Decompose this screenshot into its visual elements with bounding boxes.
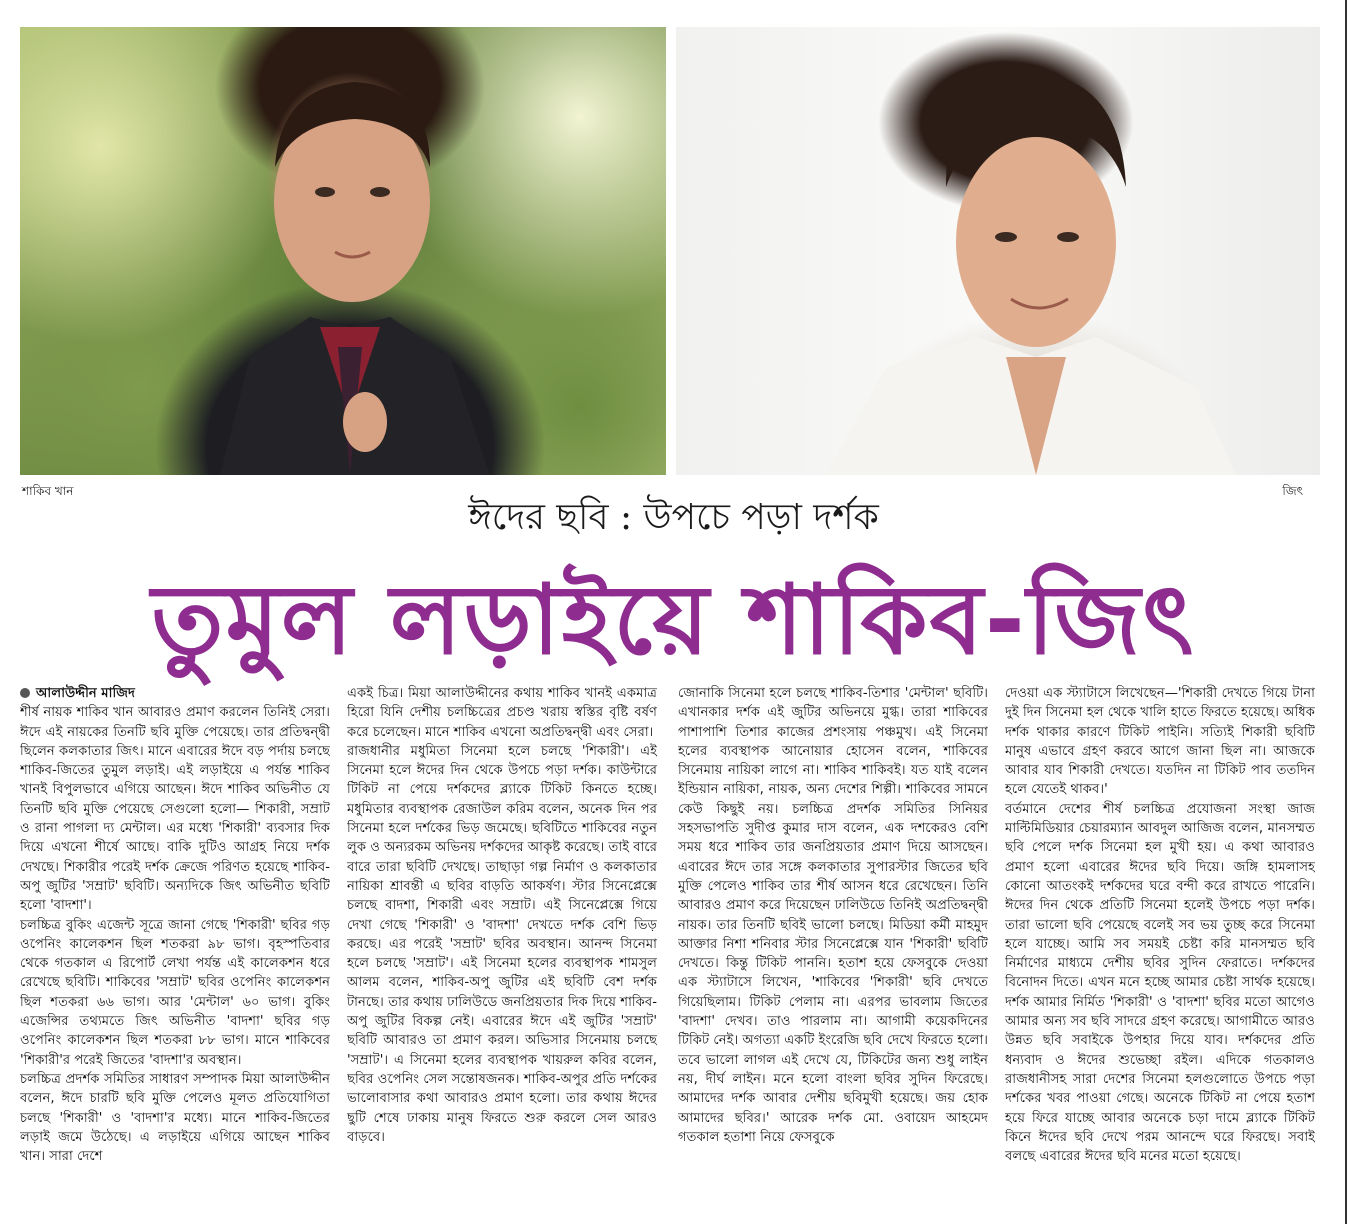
paragraph: একই চিত্র। মিয়া আলাউদ্দীনের কথায় শাকিব খানই একমাত্র হিরো যিনি দেশীয় চলচ্চিত্রের প্রচণ্ড খরায় স্বস্তির বৃষ্টি বর্ষণ করে চলেছেন। মানে শাকিব এখনো অপ্রতিদ্বন্দ্বী এবং সেরা। bbox=[347, 686, 657, 740]
paragraph: রাজধানীর মধুমিতা সিনেমা হলে চলছে 'শিকারী'। এই সিনেমা হলে ঈদের দিন থেকে উপচে পড়া দর্শক। কাউন্টারে টিকিট না পেয়ে দর্শকদের ব্ল্যাকে টিকিট কিনতে হচ্ছে। মধুমিতার ব্যবস্থাপক রেজাউল করিম বলেন, অনেক দিন পর সিনেমা হলে দর্শকের ভিড় জমেছে। ছবিটিতে শাকিবের নতুন লুক ও অন্যরকম অভিনয় দর্শকদের আকৃষ্ট করেছে। তাই বারে বারে তারা ছবিটি দেখছে। তাছাড়া গল্প নির্মাণ ও কলকাতার নায়িকা শ্রাবন্তী এ ছবির বাড়তি আকর্ষণ। স্টার সিনেপ্লেক্সে চলছে বাদশা, শিকারী এবং সম্রাট। এই সিনেপ্লেক্সে গিয়ে দেখা গেছে 'শিকারী' ও 'বাদশা' দেখতে দর্শক বেশি ভিড় করছে। এর পরেই 'সম্রাট' ছবির অবস্থান। আনন্দ সিনেমা হলে চলছে 'সম্রাট'। এই সিনেমা হলের ব্যবস্থাপক শামসুল আলম বলেন, শাকিব-অপু জুটির এই ছবিটি বেশ দর্শক টানছে। তার কথায় ঢালিউডে জনপ্রিয়তার দিক দিয়ে শাকিব-অপু জুটির বিকল্প নেই। এবারের ঈদে এই জুটির 'সম্রাট' ছবিটি আবারও তা প্রমাণ করল। অভিসার সিনেমায় চলছে 'সম্রাট'। এ সিনেমা হলের ব্যবস্থাপক খায়রুল কবির বলেন, ছবির ওপেনিং সেল সন্তোষজনক। শাকিব-অপুর প্রতি দর্শকের ভালোবাসার কথা আবারও প্রমাণ হলো। তার কথায় ঈদের ছুটি শেষে ঢাকায় মানুষ ফিরতে শুরু করলে সেল আরও বাড়বে। bbox=[347, 743, 657, 1145]
article-column-4 bbox=[1005, 684, 1315, 1214]
main-headline: তুমুল লড়াইয়ে শাকিব-জিৎ bbox=[151, 564, 1196, 676]
paragraph: চলচ্চিত্র প্রদর্শক সমিতির সাধারণ সম্পাদক মিয়া আলাউদ্দীন বলেন, ঈদে চারটি ছবি মুক্তি পেলেও মূলত প্রতিযোগিতা চলছে 'শিকারী' ও 'বাদশা'র মধ্যে। মানে শাকিব-জিতের লড়াই জমে উঠেছে। এ লড়াইয়ে এগিয়ে আছেন শাকিব খান। সারা দেশে bbox=[20, 1071, 330, 1165]
article-column-2 bbox=[347, 684, 657, 1214]
photo-shakib-khan bbox=[20, 27, 666, 475]
article-column-1 bbox=[20, 684, 330, 1214]
byline bbox=[20, 684, 330, 703]
portrait-illustration-right bbox=[676, 27, 1320, 475]
paragraph: জোনাকি সিনেমা হলে চলছে শাকিব-তিশার 'মেন্টাল' ছবিটি। এখানকার দর্শক এই জুটির অভিনয়ে মুগ্ধ। তারা শাকিবের পাশাপাশি তিশার কাজের প্রশংসায় পঞ্চমুখ। এই সিনেমা হলের ব্যবস্থাপক আনোয়ার হোসেন বলেন, শাকিবের সিনেমায় নায়িকা লাগে না। শাকিব শাকিবই। যত যাই বলেন ইন্ডিয়ান নায়িকা, নায়ক, অন্য দেশের শিল্পী। শাকিবের সামনে কেউ কিছুই নয়। চলচ্চিত্র প্রদর্শক সমিতির সিনিয়র সহসভাপতি সুদীপ্ত কুমার দাস বলেন, এক দশকেরও বেশি সময় ধরে শাকিব তার জনপ্রিয়তার প্রমাণ দিয়ে আসছেন। এবারের ঈদে তার সঙ্গে কলকাতার সুপারস্টার জিতের ছবি মুক্তি পেলেও শাকিব তার শীর্ষ আসন ধরে রেখেছেন। তিনি আবারও প্রমাণ করে দিয়েছেন ঢালিউডে তিনিই অপ্রতিদ্বন্দ্বী নায়ক। তার তিনটি ছবিই ভালো চলছে। মিডিয়া কর্মী মাহমুদ আক্তার নিশা শনিবার স্টার সিনেপ্লেক্সে যান 'শিকারী' ছবিটি দেখতে। কিন্তু টিকিট পাননি। হতাশ হয়ে ফেসবুকে দেওয়া এক স্ট্যাটাসে লিখেন, 'শাকিবের 'শিকারী' ছবি দেখতে গিয়েছিলাম। টিকিট পেলাম না। এরপর ভাবলাম জিতের 'বাদশা' দেখব। তাও পারলাম না। আগামী কয়েকদিনের টিকিট নেই। অগত্যা একটি ইংরেজি ছবি দেখে ফিরতে হলো। তবে ভালো লাগল এই দেখে যে, টিকিটের জন্য শুধু লাইন নয়, দীর্ঘ লাইন। মনে হলো বাংলা ছবির সুদিন ফিরেছে। আমাদের দর্শক আবার দেশীয় ছবিমুখী হয়েছে। জয় হোক আমাদের ছবির।' আরেক দর্শক মো. ওবায়েদ আহমেদ গতকাল হতাশা নিয়ে ফেসবুকে bbox=[678, 686, 988, 1145]
bullet-icon bbox=[20, 688, 30, 698]
portrait-illustration-left bbox=[20, 27, 666, 475]
paragraph: দেওয়া এক স্ট্যাটাসে লিখেছেন—'শিকারী দেখতে গিয়ে টানা দুই দিন সিনেমা হল থেকে খালি হাতে ফিরতে হয়েছে। অধিক দর্শক থাকার কারণে টিকিট পাইনি। সত্যিই শিকারী ছবিটি মানুষ এভাবে গ্রহণ করবে আগে জানা ছিল না। আজকে আবার যাব শিকারী দেখতে। যতদিন না টিকিট পাব ততদিন হলে যেতেই থাকব।' bbox=[1005, 686, 1315, 798]
byline-author: আলাউদ্দীন মাজিদ bbox=[36, 686, 135, 701]
article-column-3 bbox=[678, 684, 988, 1214]
paragraph: শীর্ষ নায়ক শাকিব খান আবারও প্রমাণ করলেন তিনিই সেরা। ঈদে এই নায়কের তিনটি ছবি মুক্তি পেয়েছে। তার প্রতিদ্বন্দ্বী ছিলেন কলকাতার জিৎ। মানে এবারের ঈদে বড় পর্দায় চলছে শাকিব-জিতের তুমুল লড়াই। এই লড়াইয়ে এ পর্যন্ত শাকিব খানই বিপুলভাবে এগিয়ে আছেন। ঈদে শাকিব অভিনীত যে তিনটি ছবি মুক্তি পেয়েছে সেগুলো হলো— শিকারী, সম্রাট ও রানা পাগলা দ্য মেন্টাল। এর মধ্যে 'শিকারী' ব্যবসার দিক দিয়ে এখনো শীর্ষে আছে। বাকি দুটিও আগ্রহ নিয়ে দর্শক দেখছে। শিকারীর পরেই দর্শক ক্রেজে পরিণত হয়েছে শাকিব-অপু জুটির 'সম্রাট' ছবিটি। অন্যদিকে জিৎ অভিনীত ছবিটি হলো 'বাদশা'। bbox=[20, 705, 330, 914]
photo-caption-right: জিৎ bbox=[1282, 484, 1303, 498]
article-body bbox=[20, 684, 1320, 1214]
paragraph: বর্তমানে দেশের শীর্ষ চলচ্চিত্র প্রযোজনা সংস্থা জাজ মাল্টিমিডিয়ার চেয়ারম্যান আবদুল আজিজ বলেন, মানসম্মত ছবি পেলে দর্শক সিনেমা হল মুখী হয়। এ কথা আবারও প্রমাণ হলো এবারের ঈদের ছবি দিয়ে। জঙ্গি হামলাসহ কোনো আতংকই দর্শকদের ঘরে বন্দী করে রাখতে পারেনি। ঈদের দিন থেকে প্রতিটি সিনেমা হলেই উপচে পড়া দর্শক। তারা ভালো ছবি পেয়েছে বলেই সব ভয় তুচ্ছ করে সিনেমা হলে যাচ্ছে। আমি সব সময়ই চেষ্টা করি মানসম্মত ছবি নির্মাণের মাধ্যমে দেশীয় ছবির সুদিন ফেরাতে। দর্শকদের বিনোদন দিতে। এখন মনে হচ্ছে আমার চেষ্টা সার্থক হয়েছে। দর্শক আমার নির্মিত 'শিকারী' ও 'বাদশা' ছবির মতো আগেও আমার অন্য সব ছবি সাদরে গ্রহণ করেছে। আগামীতে আরও উন্নত ছবি সবাইকে উপহার দিয়ে যাব। দর্শকদের প্রতি ধন্যবাদ ও ঈদের শুভেচ্ছা রইল। এদিকে গতকালও রাজধানীসহ সারা দেশের সিনেমা হলগুলোতে উপচে পড়া দর্শকের খবর পাওয়া গেছে। অনেকে টিকিট না পেয়ে হতাশ হয়ে ফিরে যাচ্ছে আবার অনেকে চড়া দামে ব্ল্যাকে টিকিট কিনে ঈদের ছবি দেখে পরম আনন্দে ঘরে ফিরছে। সবাই বলছে এবারের ঈদের ছবি মনের মতো হয়েছে। bbox=[1005, 801, 1315, 1165]
paragraph: চলচ্চিত্র বুকিং এজেন্ট সূত্রে জানা গেছে 'শিকারী' ছবির গড় ওপেনিং কালেকশন ছিল শতকরা ৯৮ ভাগ। বৃহস্পতিবার থেকে গতকাল এ রিপোর্ট লেখা পর্যন্ত এই কালেকশন ধরে রেখেছে ছবিটি। শাকিবের 'সম্রাট' ছবির ওপেনিং কালেকশন ছিল শতকরা ৬৬ ভাগ। আর 'মেন্টাল' ৬০ ভাগ। বুকিং এজেন্সির তথ্যমতে জিৎ অভিনীত 'বাদশা' ছবির গড় ওপেনিং কালেকশন ছিল শতকরা ৮৮ ভাগ। মানে শাকিবের 'শিকারী'র পরেই জিতের 'বাদশা'র অবস্থান। bbox=[20, 917, 330, 1068]
photo-jeet bbox=[676, 27, 1320, 475]
photo-caption-left: শাকিব খান bbox=[22, 484, 74, 498]
kicker-headline: ঈদের ছবি : উপচে পড়া দর্শক bbox=[468, 497, 879, 538]
